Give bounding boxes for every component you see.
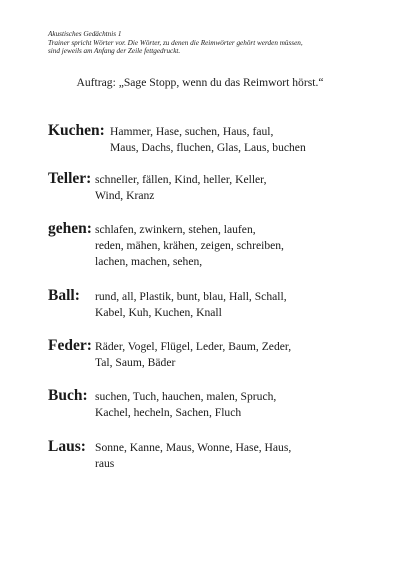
word-line: Räder, Vogel, Flügel, Leder, Baum, Zeder, xyxy=(95,340,292,353)
word-line: raus xyxy=(95,457,115,470)
word-line: Kachel, hecheln, Sachen, Fluch xyxy=(95,406,242,419)
rhyme-keyword: Ball: xyxy=(48,287,80,304)
instructions-header xyxy=(48,30,378,56)
word-list xyxy=(95,172,266,204)
word-line: Tal, Saum, Bäder xyxy=(95,356,176,369)
word-list xyxy=(95,289,287,321)
word-list xyxy=(110,124,306,156)
task-instruction: Auftrag: „Sage Stopp, wenn du das Reimwort hörst.“ xyxy=(76,76,324,89)
word-list xyxy=(95,339,291,371)
word-line: Sonne, Kanne, Maus, Wonne, Hase, Haus, xyxy=(95,441,292,454)
rhyme-keyword: gehen: xyxy=(48,220,92,237)
word-list xyxy=(95,222,284,270)
rhyme-keyword: Teller: xyxy=(48,170,92,187)
word-line: suchen, Tuch, hauchen, malen, Spruch, xyxy=(95,390,277,403)
word-line: Maus, Dachs, fluchen, Glas, Laus, buchen xyxy=(110,141,306,154)
word-line: Kabel, Kuh, Kuchen, Knall xyxy=(95,306,222,319)
word-line: reden, mähen, krähen, zeigen, schreiben, xyxy=(95,239,284,252)
word-list xyxy=(95,389,276,421)
word-line: schlafen, zwinkern, stehen, laufen, xyxy=(95,223,256,236)
word-line: Hammer, Hase, suchen, Haus, faul, xyxy=(110,125,274,138)
word-list xyxy=(95,440,291,472)
word-line: rund, all, Plastik, bunt, blau, Hall, Schall, xyxy=(95,290,287,303)
rhyme-keyword: Buch: xyxy=(48,387,88,404)
rhyme-keyword: Kuchen: xyxy=(48,122,105,139)
header-title: Akustisches Gedächtnis 1 xyxy=(48,30,122,38)
header-instruction-line-1: Trainer spricht Wörter vor. Die Wörter, zu denen die Reimwörter gehört werden müssen, xyxy=(48,38,303,47)
word-line: lachen, machen, sehen, xyxy=(95,255,203,268)
rhyme-keyword: Laus: xyxy=(48,438,86,455)
word-line: Wind, Kranz xyxy=(95,189,155,202)
header-instruction-line-2: sind jeweils am Anfang der Zeile fettgedruckt. xyxy=(48,47,181,56)
word-line: schneller, fällen, Kind, heller, Keller, xyxy=(95,173,267,186)
rhyme-keyword: Feder: xyxy=(48,337,92,354)
